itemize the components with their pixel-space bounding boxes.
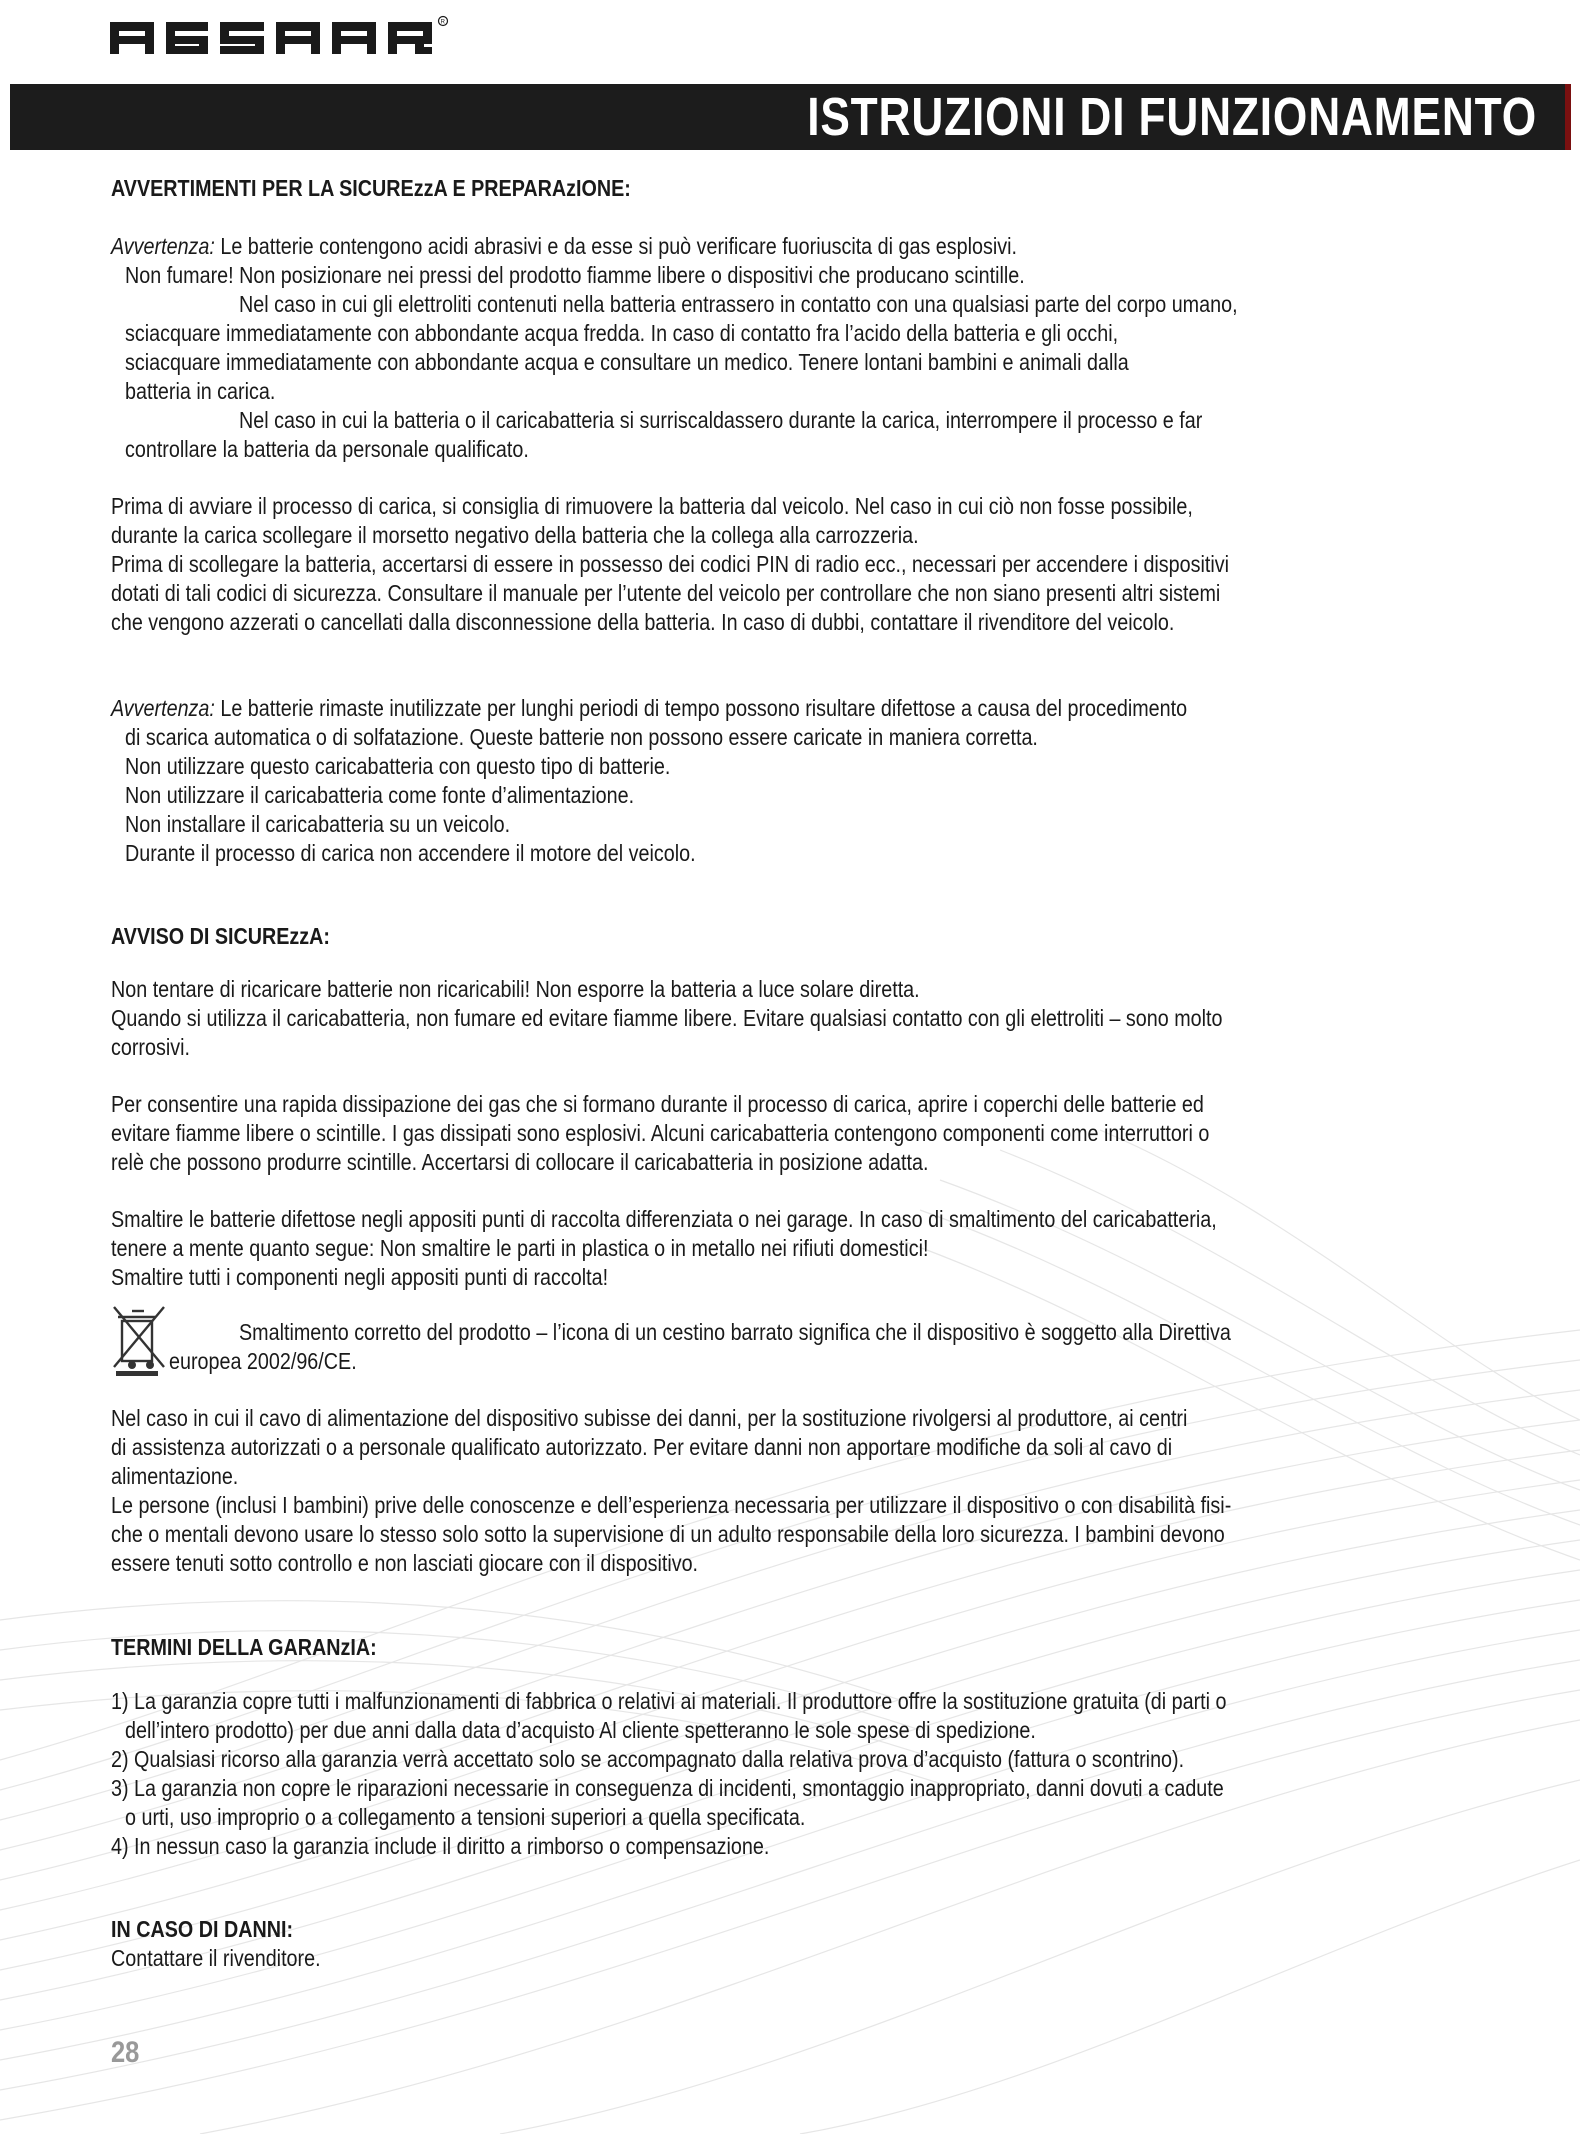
paragraph-line: Contattare il rivenditore. bbox=[111, 1945, 321, 1971]
page-title: ISTRUZIONI DI FUNZIONAMENTO bbox=[807, 87, 1537, 147]
warranty-item: 3) La garanzia non copre le riparazioni necessarie in conseguenza di incidenti, smontaggio inappropriato, danni dovuti a cadute bbox=[111, 1775, 1224, 1801]
paragraph-line: di assistenza autorizzati o a personale qualificato autorizzato. Per evitare danni non apportare modifiche da soli al cavo di bbox=[111, 1434, 1173, 1460]
section-heading-safety: AVVERTIMENTI PER LA SICUREzzA E PREPARAzIONE: bbox=[111, 175, 631, 201]
warranty-item-cont: o urti, uso improprio o a collegamento a tensioni superiori a quella specificata. bbox=[125, 1804, 806, 1830]
header-bar bbox=[10, 84, 1571, 150]
paragraph-line: che o mentali devono usare lo stesso solo sotto la supervisione di un adulto responsabile della loro sicurezza. I bambini devono bbox=[111, 1521, 1225, 1547]
paragraph-line: corrosivi. bbox=[111, 1034, 190, 1060]
paragraph-line: Nel caso in cui gli elettroliti contenuti nella batteria entrassero in contatto con una qualsiasi parte del corpo umano, bbox=[239, 291, 1238, 317]
paragraph-line: durante la carica scollegare il morsetto negativo della batteria che la collega alla carrozzeria. bbox=[111, 522, 919, 548]
warranty-item: 2) Qualsiasi ricorso alla garanzia verrà accettato solo se accompagnato dalla relativa prova d’acquisto (fattura o scontrino). bbox=[111, 1746, 1185, 1772]
paragraph-line: Non tentare di ricaricare batterie non ricaricabili! Non esporre la batteria a luce solare diretta. bbox=[111, 976, 920, 1002]
paragraph-line: Smaltimento corretto del prodotto – l’icona di un cestino barrato significa che il dispositivo è soggetto alla Direttiva bbox=[239, 1319, 1231, 1345]
paragraph-line: controllare la batteria da personale qualificato. bbox=[125, 436, 529, 462]
paragraph-line: Prima di scollegare la batteria, accertarsi di essere in possesso dei codici PIN di radio ecc., necessari per accendere i dispositivi bbox=[111, 551, 1230, 577]
warranty-item: 1) La garanzia copre tutti i malfunzionamenti di fabbrica o relativi ai materiali. Il produttore offre la sostituzione gratuita (di parti o bbox=[111, 1688, 1227, 1714]
warning-label: Avvertenza: bbox=[111, 695, 215, 721]
paragraph-line: di scarica automatica o di solfatazione. Queste batterie non possono essere caricate in maniera corretta. bbox=[125, 724, 1038, 750]
crossed-bin-icon bbox=[110, 1303, 168, 1378]
paragraph-line: batteria in carica. bbox=[125, 378, 276, 404]
paragraph-line: Non fumare! Non posizionare nei pressi del prodotto fiamme libere o dispositivi che producano scintille. bbox=[125, 262, 1025, 288]
page-number: 28 bbox=[111, 2036, 140, 2069]
paragraph-line: Per consentire una rapida dissipazione dei gas che si formano durante il processo di carica, aprire i coperchi delle batterie ed bbox=[111, 1091, 1204, 1117]
paragraph-line: alimentazione. bbox=[111, 1463, 239, 1489]
paragraph-line: Nel caso in cui il cavo di alimentazione del dispositivo subisse dei danni, per la sostituzione rivolgersi al produttore, ai centri bbox=[111, 1405, 1188, 1431]
paragraph-line: Non utilizzare il caricabatteria come fonte d’alimentazione. bbox=[125, 782, 635, 808]
paragraph-line: Non utilizzare questo caricabatteria con questo tipo di batterie. bbox=[125, 753, 671, 779]
section-heading-warranty: TERMINI DELLA GARANzIA: bbox=[111, 1634, 377, 1660]
paragraph-line: che vengono azzerati o cancellati dalla disconnessione della batteria. In caso di dubbi, contattare il rivenditore del veicolo. bbox=[111, 609, 1175, 635]
paragraph-line: essere tenuti sotto controllo e non lasciati giocare con il dispositivo. bbox=[111, 1550, 699, 1576]
paragraph-line: Smaltire le batterie difettose negli appositi punti di raccolta differenziata o nei garage. In caso di smaltimento del caricabatteria, bbox=[111, 1206, 1217, 1232]
paragraph-line: relè che possono produrre scintille. Accertarsi di collocare il caricabatteria in posizione adatta. bbox=[111, 1149, 929, 1175]
paragraph-line: Nel caso in cui la batteria o il caricabatteria si surriscaldassero durante la carica, interrompere il processo e far bbox=[239, 407, 1203, 433]
paragraph-line: tenere a mente quanto segue: Non smaltire le parti in plastica o in metallo nei rifiuti domestici! bbox=[111, 1235, 929, 1261]
paragraph-line: Smaltire tutti i componenti negli appositi punti di raccolta! bbox=[111, 1264, 609, 1290]
section-heading-safety-notice: AVVISO DI SICUREzzA: bbox=[111, 923, 330, 949]
paragraph-line: sciacquare immediatamente con abbondante acqua fredda. In caso di contatto fra l’acido della batteria e gli occhi, bbox=[125, 320, 1119, 346]
paragraph-line: Avvertenza: Le batterie rimaste inutilizzate per lunghi periodi di tempo possono risultare difettose a causa del procedimento bbox=[111, 695, 1188, 721]
paragraph-line: Avvertenza: Le batterie contengono acidi abrasivi e da esse si può verificare fuoriuscita di gas esplosivi. bbox=[111, 233, 1018, 259]
paragraph-line: dotati di tali codici di sicurezza. Consultare il manuale per l’utente del veicolo per controllare che non siano presenti altri sistemi bbox=[111, 580, 1221, 606]
paragraph-line: Durante il processo di carica non accendere il motore del veicolo. bbox=[125, 840, 696, 866]
paragraph-line: evitare fiamme libere o scintille. I gas dissipati sono esplosivi. Alcuni caricabatteria contengono componenti come interruttori o bbox=[111, 1120, 1210, 1146]
warranty-item-cont: dell’intero prodotto) per due anni dalla data d’acquisto Al cliente spetteranno le sole spese di spedizione. bbox=[125, 1717, 1036, 1743]
warning-label: Avvertenza: bbox=[111, 233, 215, 259]
absaar-logo bbox=[110, 14, 460, 59]
paragraph-line: Non installare il caricabatteria su un veicolo. bbox=[125, 811, 511, 837]
section-heading-damage: IN CASO DI DANNI: bbox=[111, 1916, 294, 1942]
paragraph-line: Prima di avviare il processo di carica, si consiglia di rimuovere la batteria dal veicolo. Nel caso in cui ciò non fosse possibile, bbox=[111, 493, 1193, 519]
paragraph-line: Quando si utilizza il caricabatteria, non fumare ed evitare fiamme libere. Evitare qualsiasi contatto con gli elettroliti – sono molto bbox=[111, 1005, 1223, 1031]
paragraph-line: europea 2002/96/CE. bbox=[169, 1348, 357, 1374]
warranty-item: 4) In nessun caso la garanzia include il diritto a rimborso o compensazione. bbox=[111, 1833, 770, 1859]
paragraph-line: Le persone (inclusi I bambini) prive delle conoscenze e dell’esperienza necessaria per utilizzare il dispositivo o con disabilità fisi- bbox=[111, 1492, 1232, 1518]
paragraph-line: sciacquare immediatamente con abbondante acqua e consultare un medico. Tenere lontani bambini e animali dalla bbox=[125, 349, 1129, 375]
svg-text:R: R bbox=[440, 19, 445, 26]
